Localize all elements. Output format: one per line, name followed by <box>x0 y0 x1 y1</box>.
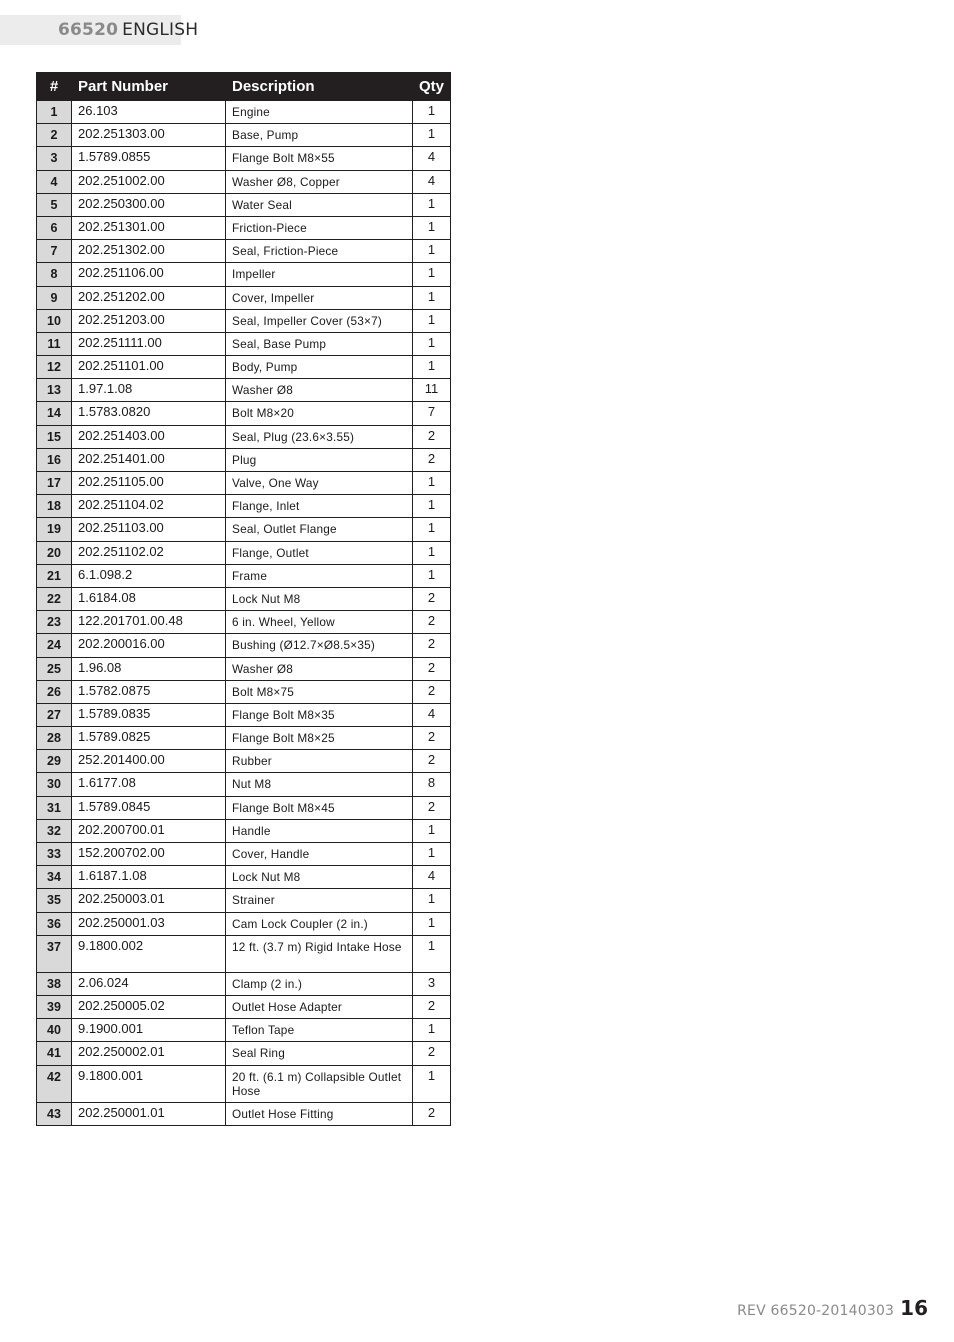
table-row <box>37 796 451 819</box>
part-number-cell: 202.251002.00 <box>72 170 226 193</box>
description-cell: Bolt M8×75 <box>226 680 413 703</box>
description-cell: Frame <box>226 564 413 587</box>
column-header-part-number: Part Number <box>72 73 226 101</box>
description-cell: Handle <box>226 819 413 842</box>
table-row <box>37 935 451 972</box>
parts-table-body <box>37 101 451 1126</box>
table-row <box>37 240 451 263</box>
row-index: 11 <box>37 332 72 355</box>
part-number-cell: 202.251103.00 <box>72 518 226 541</box>
table-row <box>37 101 451 124</box>
qty-cell: 1 <box>413 472 451 495</box>
table-row <box>37 680 451 703</box>
part-number-cell: 9.1900.001 <box>72 1019 226 1042</box>
qty-cell: 4 <box>413 170 451 193</box>
row-index: 26 <box>37 680 72 703</box>
description-cell: 12 ft. (3.7 m) Rigid Intake Hose <box>226 935 413 972</box>
table-row <box>37 541 451 564</box>
description-cell: Seal, Outlet Flange <box>226 518 413 541</box>
row-index: 8 <box>37 263 72 286</box>
description-cell: Friction-Piece <box>226 216 413 239</box>
table-row <box>37 448 451 471</box>
table-row <box>37 912 451 935</box>
part-number-cell: 202.251105.00 <box>72 472 226 495</box>
table-row <box>37 587 451 610</box>
row-index: 34 <box>37 866 72 889</box>
qty-cell: 2 <box>413 796 451 819</box>
description-cell: Teflon Tape <box>226 1019 413 1042</box>
row-index: 18 <box>37 495 72 518</box>
row-index: 28 <box>37 727 72 750</box>
row-index: 15 <box>37 425 72 448</box>
row-index: 6 <box>37 216 72 239</box>
qty-cell: 1 <box>413 935 451 972</box>
table-row <box>37 379 451 402</box>
description-cell: Plug <box>226 448 413 471</box>
row-index: 12 <box>37 356 72 379</box>
row-index: 16 <box>37 448 72 471</box>
row-index: 4 <box>37 170 72 193</box>
qty-cell: 1 <box>413 356 451 379</box>
qty-cell: 2 <box>413 657 451 680</box>
row-index: 24 <box>37 634 72 657</box>
table-row <box>37 972 451 995</box>
description-cell: Impeller <box>226 263 413 286</box>
language-label: ENGLISH <box>122 20 199 40</box>
row-index: 10 <box>37 309 72 332</box>
column-header-description: Description <box>226 73 413 101</box>
table-row <box>37 147 451 170</box>
qty-cell: 2 <box>413 727 451 750</box>
description-cell: Water Seal <box>226 193 413 216</box>
row-index: 43 <box>37 1102 72 1125</box>
part-number-cell: 1.96.08 <box>72 657 226 680</box>
qty-cell: 4 <box>413 147 451 170</box>
qty-cell: 11 <box>413 379 451 402</box>
description-cell: Cover, Handle <box>226 843 413 866</box>
part-number-cell: 6.1.098.2 <box>72 564 226 587</box>
description-cell: Seal Ring <box>226 1042 413 1065</box>
qty-cell: 8 <box>413 773 451 796</box>
part-number-cell: 1.5789.0845 <box>72 796 226 819</box>
qty-cell: 1 <box>413 843 451 866</box>
description-cell: Flange, Outlet <box>226 541 413 564</box>
table-row <box>37 1065 451 1102</box>
row-index: 19 <box>37 518 72 541</box>
table-row <box>37 773 451 796</box>
table-row <box>37 843 451 866</box>
part-number-cell: 202.251104.02 <box>72 495 226 518</box>
description-cell: 20 ft. (6.1 m) Collapsible Outlet Hose <box>226 1065 413 1102</box>
row-index: 37 <box>37 935 72 972</box>
qty-cell: 1 <box>413 541 451 564</box>
part-number-cell: 1.6177.08 <box>72 773 226 796</box>
table-row <box>37 472 451 495</box>
qty-cell: 1 <box>413 912 451 935</box>
qty-cell: 1 <box>413 819 451 842</box>
part-number-cell: 122.201701.00.48 <box>72 611 226 634</box>
qty-cell: 2 <box>413 425 451 448</box>
column-header-index: # <box>37 73 72 101</box>
qty-cell: 2 <box>413 750 451 773</box>
part-number-cell: 9.1800.001 <box>72 1065 226 1102</box>
qty-cell: 1 <box>413 1019 451 1042</box>
part-number-cell: 1.6187.1.08 <box>72 866 226 889</box>
page-header <box>58 19 198 41</box>
qty-cell: 1 <box>413 495 451 518</box>
table-row <box>37 124 451 147</box>
row-index: 5 <box>37 193 72 216</box>
qty-cell: 4 <box>413 703 451 726</box>
row-index: 1 <box>37 101 72 124</box>
part-number-cell: 202.251401.00 <box>72 448 226 471</box>
table-row <box>37 657 451 680</box>
table-row <box>37 170 451 193</box>
model-number: 66520 <box>58 20 119 40</box>
qty-cell: 2 <box>413 587 451 610</box>
qty-cell: 7 <box>413 402 451 425</box>
description-cell: Lock Nut M8 <box>226 587 413 610</box>
qty-cell: 1 <box>413 263 451 286</box>
row-index: 35 <box>37 889 72 912</box>
row-index: 23 <box>37 611 72 634</box>
description-cell: Body, Pump <box>226 356 413 379</box>
table-row <box>37 356 451 379</box>
part-number-cell: 152.200702.00 <box>72 843 226 866</box>
table-row <box>37 518 451 541</box>
qty-cell: 1 <box>413 193 451 216</box>
qty-cell: 1 <box>413 286 451 309</box>
qty-cell: 1 <box>413 216 451 239</box>
row-index: 36 <box>37 912 72 935</box>
row-index: 41 <box>37 1042 72 1065</box>
table-row <box>37 1102 451 1125</box>
table-row <box>37 216 451 239</box>
description-cell: Bushing (Ø12.7×Ø8.5×35) <box>226 634 413 657</box>
part-number-cell: 202.251303.00 <box>72 124 226 147</box>
table-row <box>37 564 451 587</box>
qty-cell: 1 <box>413 101 451 124</box>
row-index: 22 <box>37 587 72 610</box>
qty-cell: 2 <box>413 680 451 703</box>
row-index: 25 <box>37 657 72 680</box>
row-index: 3 <box>37 147 72 170</box>
row-index: 27 <box>37 703 72 726</box>
part-number-cell: 202.250005.02 <box>72 995 226 1018</box>
part-number-cell: 202.250001.03 <box>72 912 226 935</box>
description-cell: Washer Ø8, Copper <box>226 170 413 193</box>
description-cell: Washer Ø8 <box>226 379 413 402</box>
table-header-row <box>37 73 451 101</box>
description-cell: Flange Bolt M8×25 <box>226 727 413 750</box>
row-index: 39 <box>37 995 72 1018</box>
description-cell: Seal, Plug (23.6×3.55) <box>226 425 413 448</box>
table-row <box>37 889 451 912</box>
part-number-cell: 202.250300.00 <box>72 193 226 216</box>
table-row <box>37 611 451 634</box>
table-row <box>37 402 451 425</box>
table-row <box>37 332 451 355</box>
table-row <box>37 309 451 332</box>
table-row <box>37 425 451 448</box>
description-cell: Seal, Base Pump <box>226 332 413 355</box>
part-number-cell: 1.5789.0855 <box>72 147 226 170</box>
part-number-cell: 202.251102.02 <box>72 541 226 564</box>
parts-table <box>36 72 451 1126</box>
qty-cell: 3 <box>413 972 451 995</box>
part-number-cell: 202.250003.01 <box>72 889 226 912</box>
row-index: 30 <box>37 773 72 796</box>
row-index: 2 <box>37 124 72 147</box>
qty-cell: 1 <box>413 518 451 541</box>
description-cell: Bolt M8×20 <box>226 402 413 425</box>
part-number-cell: 202.251202.00 <box>72 286 226 309</box>
description-cell: Clamp (2 in.) <box>226 972 413 995</box>
part-number-cell: 202.200700.01 <box>72 819 226 842</box>
qty-cell: 1 <box>413 332 451 355</box>
qty-cell: 1 <box>413 564 451 587</box>
description-cell: Base, Pump <box>226 124 413 147</box>
row-index: 20 <box>37 541 72 564</box>
row-index: 21 <box>37 564 72 587</box>
qty-cell: 1 <box>413 889 451 912</box>
table-row <box>37 703 451 726</box>
table-row <box>37 995 451 1018</box>
description-cell: Cam Lock Coupler (2 in.) <box>226 912 413 935</box>
description-cell: Rubber <box>226 750 413 773</box>
description-cell: Nut M8 <box>226 773 413 796</box>
description-cell: Valve, One Way <box>226 472 413 495</box>
table-row <box>37 750 451 773</box>
description-cell: Outlet Hose Adapter <box>226 995 413 1018</box>
row-index: 29 <box>37 750 72 773</box>
description-cell: Flange, Inlet <box>226 495 413 518</box>
part-number-cell: 202.251302.00 <box>72 240 226 263</box>
qty-cell: 2 <box>413 634 451 657</box>
part-number-cell: 202.251101.00 <box>72 356 226 379</box>
table-row <box>37 495 451 518</box>
part-number-cell: 1.6184.08 <box>72 587 226 610</box>
part-number-cell: 252.201400.00 <box>72 750 226 773</box>
part-number-cell: 202.251203.00 <box>72 309 226 332</box>
part-number-cell: 1.97.1.08 <box>72 379 226 402</box>
part-number-cell: 1.5783.0820 <box>72 402 226 425</box>
description-cell: Engine <box>226 101 413 124</box>
qty-cell: 2 <box>413 448 451 471</box>
description-cell: Cover, Impeller <box>226 286 413 309</box>
description-cell: Seal, Impeller Cover (53×7) <box>226 309 413 332</box>
qty-cell: 2 <box>413 611 451 634</box>
column-header-qty: Qty <box>413 73 451 101</box>
table-row <box>37 866 451 889</box>
table-row <box>37 819 451 842</box>
part-number-cell: 1.5789.0835 <box>72 703 226 726</box>
part-number-cell: 1.5789.0825 <box>72 727 226 750</box>
row-index: 14 <box>37 402 72 425</box>
description-cell: Flange Bolt M8×45 <box>226 796 413 819</box>
row-index: 17 <box>37 472 72 495</box>
qty-cell: 1 <box>413 309 451 332</box>
row-index: 42 <box>37 1065 72 1102</box>
qty-cell: 2 <box>413 1102 451 1125</box>
row-index: 9 <box>37 286 72 309</box>
description-cell: Lock Nut M8 <box>226 866 413 889</box>
row-index: 40 <box>37 1019 72 1042</box>
description-cell: Flange Bolt M8×35 <box>226 703 413 726</box>
part-number-cell: 2.06.024 <box>72 972 226 995</box>
part-number-cell: 202.250001.01 <box>72 1102 226 1125</box>
table-row <box>37 634 451 657</box>
part-number-cell: 1.5782.0875 <box>72 680 226 703</box>
part-number-cell: 202.200016.00 <box>72 634 226 657</box>
table-row <box>37 1019 451 1042</box>
row-index: 31 <box>37 796 72 819</box>
revision-code: REV 66520-20140303 <box>737 1303 895 1319</box>
table-row <box>37 1042 451 1065</box>
description-cell: Strainer <box>226 889 413 912</box>
qty-cell: 1 <box>413 240 451 263</box>
qty-cell: 1 <box>413 124 451 147</box>
table-row <box>37 263 451 286</box>
part-number-cell: 26.103 <box>72 101 226 124</box>
part-number-cell: 9.1800.002 <box>72 935 226 972</box>
part-number-cell: 202.250002.01 <box>72 1042 226 1065</box>
page-number: 16 <box>900 1296 928 1320</box>
qty-cell: 4 <box>413 866 451 889</box>
row-index: 33 <box>37 843 72 866</box>
row-index: 7 <box>37 240 72 263</box>
table-row <box>37 727 451 750</box>
row-index: 32 <box>37 819 72 842</box>
qty-cell: 2 <box>413 1042 451 1065</box>
description-cell: Seal, Friction-Piece <box>226 240 413 263</box>
table-row <box>37 286 451 309</box>
part-number-cell: 202.251111.00 <box>72 332 226 355</box>
description-cell: Outlet Hose Fitting <box>226 1102 413 1125</box>
qty-cell: 1 <box>413 1065 451 1102</box>
row-index: 38 <box>37 972 72 995</box>
table-row <box>37 193 451 216</box>
page-footer <box>737 1296 928 1320</box>
part-number-cell: 202.251106.00 <box>72 263 226 286</box>
row-index: 13 <box>37 379 72 402</box>
description-cell: Washer Ø8 <box>226 657 413 680</box>
part-number-cell: 202.251301.00 <box>72 216 226 239</box>
description-cell: Flange Bolt M8×55 <box>226 147 413 170</box>
qty-cell: 2 <box>413 995 451 1018</box>
description-cell: 6 in. Wheel, Yellow <box>226 611 413 634</box>
part-number-cell: 202.251403.00 <box>72 425 226 448</box>
